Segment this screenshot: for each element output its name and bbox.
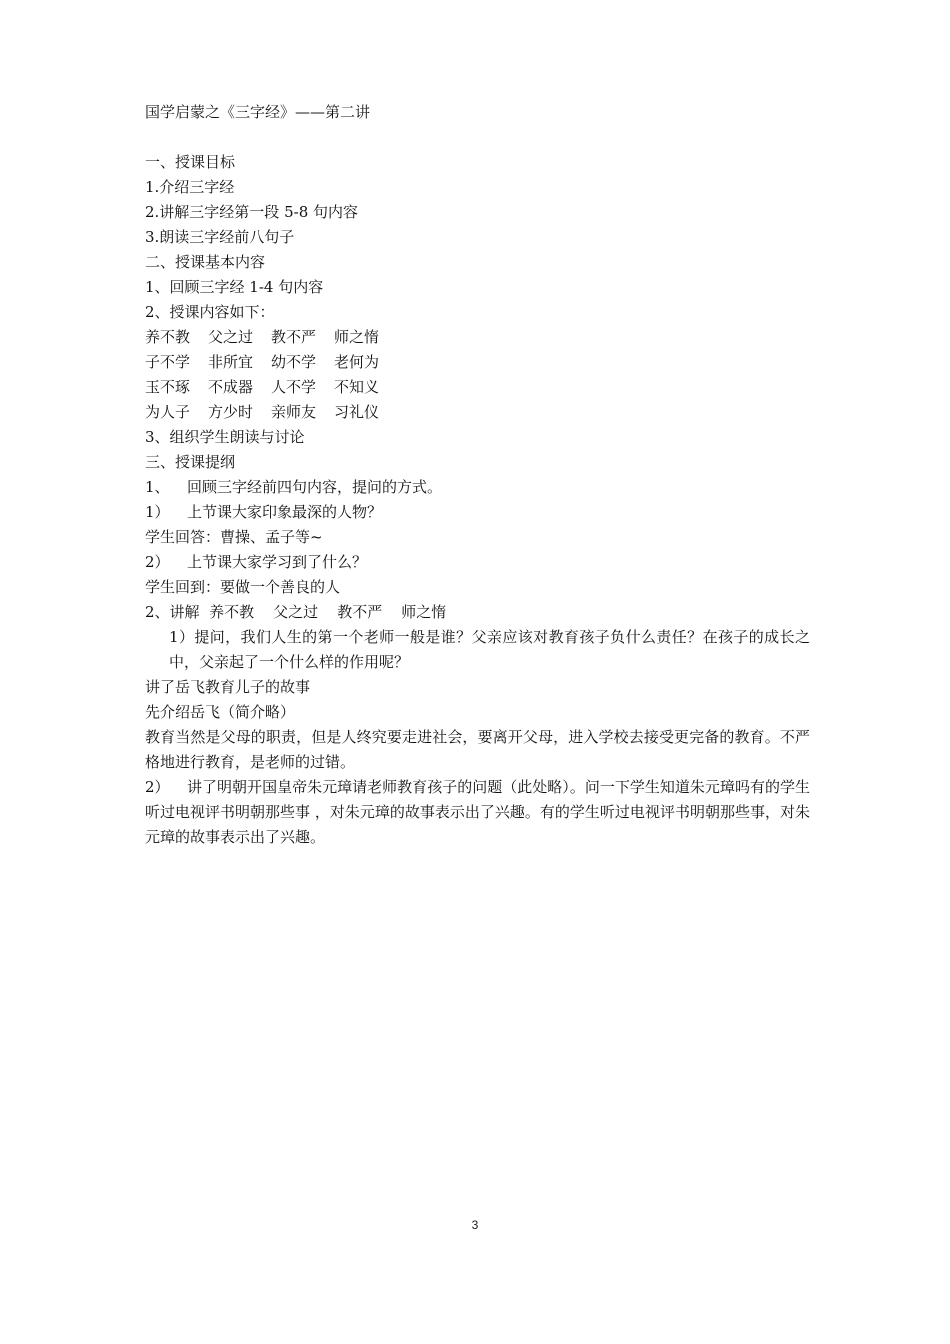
- verse-phrase: 习礼仪: [334, 403, 380, 421]
- verse-line: [145, 375, 810, 400]
- question-item: [145, 550, 810, 575]
- goal-item: 3.朗读三字经前八句子: [145, 228, 295, 246]
- verse-phrase: 人不学: [271, 378, 317, 396]
- verse-phrase: 养不教: [145, 328, 191, 346]
- verse-phrase: 父之过: [208, 328, 254, 346]
- page-number: 3: [471, 1218, 479, 1232]
- paragraph: 教育当然是父母的职责，但是人终究要走进社会，要离开父母，进入学校去接受更完备的教育。不严格地进行教育，是老师的过错。: [145, 728, 810, 771]
- paragraph-text: 讲了明朝开国皇帝朱元璋请老师教育孩子的问题（此处略）。问一下学生知道朱元璋吗有的学生听过电视评书明朝那些事 ，对朱元璋的故事表示出了兴趣。有的学生听过电视评书明朝那些事，对朱元璋的故事表示出了兴趣。: [145, 778, 810, 846]
- outline-text: 回顾三字经前四句内容，提问的方式。: [187, 478, 443, 496]
- section-heading-content: 二、授课基本内容: [145, 253, 266, 271]
- list-number: 2）: [145, 778, 170, 796]
- outline-item: 2、讲解 养不教 父之过 教不严 师之惰: [145, 603, 447, 621]
- document-title: 国学启蒙之《三字经》——第二讲: [145, 103, 371, 121]
- verse-line: [145, 350, 810, 375]
- document-body: [145, 100, 810, 850]
- paragraph: 1）提问，我们人生的第一个老师一般是谁？父亲应该对教育孩子负什么责任？在孩子的成长之中，父亲起了一个什么样的作用呢？: [169, 628, 810, 671]
- verse-line: [145, 400, 810, 425]
- verse-phrase: 为人子: [145, 403, 191, 421]
- question-text: 上节课大家学习到了什么？: [187, 553, 368, 571]
- question-text: 上节课大家印象最深的人物？: [187, 503, 383, 521]
- paragraph: 先介绍岳飞（简介略）: [145, 703, 296, 721]
- verse-phrase: 师之惰: [334, 328, 380, 346]
- paragraph: 讲了岳飞教育儿子的故事: [145, 678, 311, 696]
- verse-phrase: 教不严: [271, 328, 317, 346]
- outline-item: [145, 475, 810, 500]
- section-heading-goals: 一、授课目标: [145, 153, 236, 171]
- content-item: 3、组织学生朗读与讨论: [145, 428, 305, 446]
- verse-phrase: 老何为: [334, 353, 380, 371]
- verse-phrase: 非所宜: [208, 353, 254, 371]
- list-number: 1）: [145, 503, 170, 521]
- student-answer: 学生回答：曹操、孟子等~: [145, 528, 323, 546]
- verse-phrase: 子不学: [145, 353, 191, 371]
- goal-item: 2.讲解三字经第一段 5-8 句内容: [145, 203, 359, 221]
- content-item: 1、回顾三字经 1-4 句内容: [145, 278, 324, 296]
- goal-item: 1.介绍三字经: [145, 178, 235, 196]
- blank-line: [145, 125, 810, 150]
- verse-phrase: 不成器: [208, 378, 254, 396]
- question-item: [145, 500, 810, 525]
- list-number: 1、: [145, 478, 170, 496]
- verse-phrase: 玉不琢: [145, 378, 191, 396]
- paragraph: [145, 775, 810, 850]
- verse-phrase: 亲师友: [271, 403, 317, 421]
- section-heading-outline: 三、授课提纲: [145, 453, 236, 471]
- student-answer: 学生回到：要做一个善良的人: [145, 578, 341, 596]
- verse-phrase: 方少时: [208, 403, 254, 421]
- verse-line: [145, 325, 810, 350]
- list-number: 2）: [145, 553, 170, 571]
- content-item: 2、授课内容如下：: [145, 303, 275, 321]
- verse-phrase: 不知义: [334, 378, 380, 396]
- verse-phrase: 幼不学: [271, 353, 317, 371]
